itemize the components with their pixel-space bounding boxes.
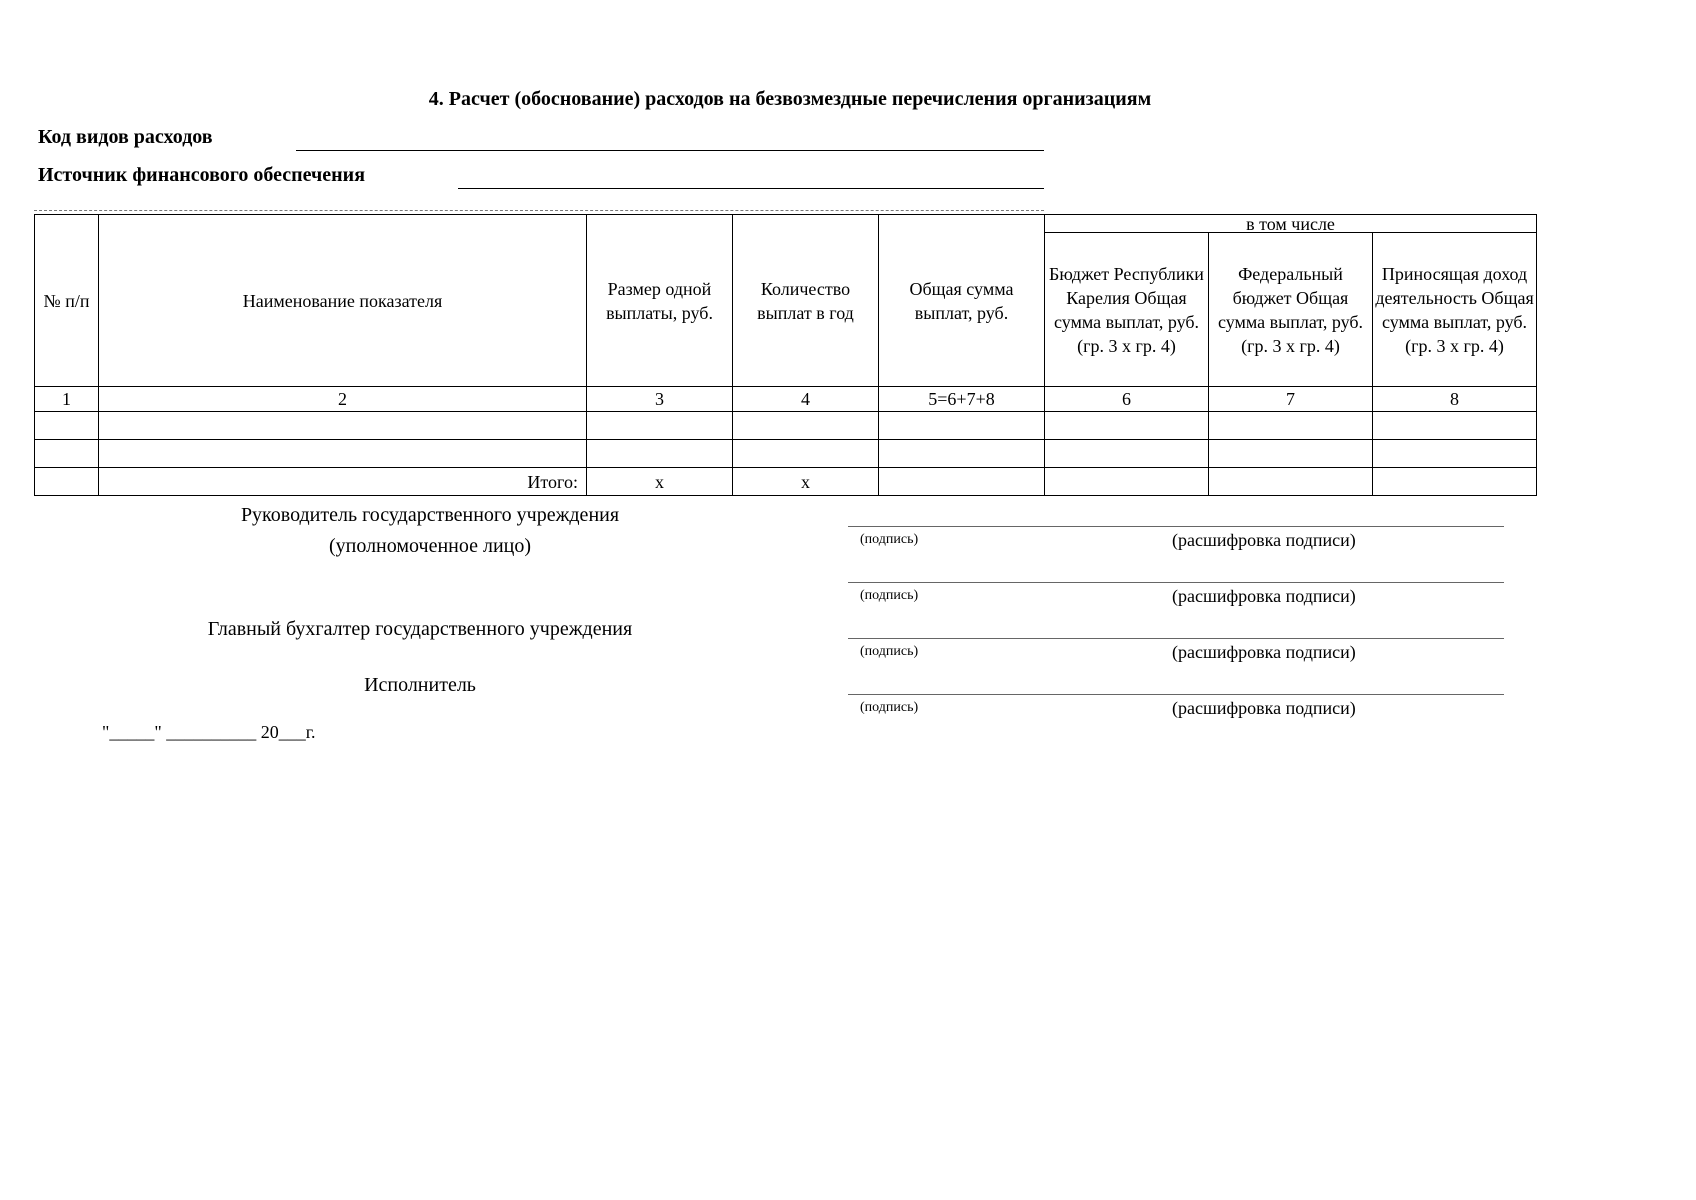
table-cell[interactable] bbox=[1045, 412, 1209, 440]
signature-decode-label: (расшифровка подписи) bbox=[1172, 698, 1356, 718]
column-number: 8 bbox=[1373, 387, 1537, 412]
signature-line[interactable] bbox=[848, 526, 1504, 527]
total-payment-size: х bbox=[587, 468, 733, 496]
signature-label: (подпись) bbox=[860, 644, 919, 659]
signature-line[interactable] bbox=[848, 582, 1504, 583]
table-cell[interactable] bbox=[1209, 440, 1373, 468]
table-cell[interactable] bbox=[1373, 440, 1537, 468]
table-cell[interactable] bbox=[879, 440, 1045, 468]
expense-code-line[interactable] bbox=[296, 150, 1044, 151]
column-number: 7 bbox=[1209, 387, 1373, 412]
signature-label: (подпись) bbox=[860, 532, 919, 547]
header-payments-per-year: Количество выплат в год bbox=[733, 215, 879, 387]
header-federal-budget: Федеральный бюджет Общая сумма выплат, руб. (гр. 3 х гр. 4) bbox=[1209, 233, 1373, 387]
header-name: Наименование показателя bbox=[99, 215, 587, 387]
header-total-sum: Общая сумма выплат, руб. bbox=[879, 215, 1045, 387]
header-number: № п/п bbox=[35, 215, 99, 387]
total-payments-per-year: х bbox=[733, 468, 879, 496]
table-cell[interactable] bbox=[1209, 412, 1373, 440]
column-number: 3 bbox=[587, 387, 733, 412]
table-cell[interactable] bbox=[1045, 440, 1209, 468]
signature-line[interactable] bbox=[848, 694, 1504, 695]
total-label: Итого: bbox=[99, 468, 587, 496]
document-title: 4. Расчет (обоснование) расходов на безвозмездные перечисления организациям bbox=[428, 88, 1152, 110]
total-karelia-cell[interactable] bbox=[1045, 468, 1209, 496]
table-cell[interactable] bbox=[587, 440, 733, 468]
table-row bbox=[35, 440, 1537, 468]
column-number: 4 bbox=[733, 387, 879, 412]
column-number: 2 bbox=[99, 387, 587, 412]
executor-role: Исполнитель bbox=[364, 674, 476, 696]
table-cell[interactable] bbox=[35, 440, 99, 468]
head-sub-role: (уполномоченное лицо) bbox=[328, 535, 532, 557]
expense-code-label: Код видов расходов bbox=[38, 126, 213, 148]
table-cell[interactable] bbox=[733, 412, 879, 440]
funding-source-label: Источник финансового обеспечения bbox=[38, 164, 366, 186]
head-role: Руководитель государственного учреждения bbox=[240, 504, 620, 526]
table-cell[interactable] bbox=[1373, 412, 1537, 440]
calculation-table bbox=[34, 214, 1537, 496]
signature-label: (подпись) bbox=[860, 588, 919, 603]
header-karelia-budget: Бюджет Республики Карелия Общая сумма выплат, руб. (гр. 3 х гр. 4) bbox=[1045, 233, 1209, 387]
funding-source-line[interactable] bbox=[458, 188, 1044, 189]
column-number: 6 bbox=[1045, 387, 1209, 412]
table-cell bbox=[35, 468, 99, 496]
signature-decode-label: (расшифровка подписи) bbox=[1172, 586, 1356, 606]
signature-decode-label: (расшифровка подписи) bbox=[1172, 530, 1356, 550]
table-cell[interactable] bbox=[99, 412, 587, 440]
table-cell[interactable] bbox=[733, 440, 879, 468]
column-number-row bbox=[35, 387, 1537, 412]
table-cell[interactable] bbox=[99, 440, 587, 468]
table-cell[interactable] bbox=[587, 412, 733, 440]
column-number: 5=6+7+8 bbox=[879, 387, 1045, 412]
table-top-dash bbox=[34, 210, 1044, 211]
signature-line[interactable] bbox=[848, 638, 1504, 639]
header-including-group: в том числе bbox=[1045, 215, 1537, 233]
header-payment-size: Размер одной выплаты, руб. bbox=[587, 215, 733, 387]
total-income-cell[interactable] bbox=[1373, 468, 1537, 496]
table-cell[interactable] bbox=[879, 412, 1045, 440]
signature-decode-label: (расшифровка подписи) bbox=[1172, 642, 1356, 662]
date-field[interactable]: "_____" __________ 20___г. bbox=[102, 722, 316, 742]
total-row bbox=[35, 468, 1537, 496]
total-sum-cell[interactable] bbox=[879, 468, 1045, 496]
accountant-role: Главный бухгалтер государственного учреждения bbox=[207, 618, 633, 640]
table-cell[interactable] bbox=[35, 412, 99, 440]
signature-label: (подпись) bbox=[860, 700, 919, 715]
column-number: 1 bbox=[35, 387, 99, 412]
total-federal-cell[interactable] bbox=[1209, 468, 1373, 496]
header-income-activity: Приносящая доход деятельность Общая сумма выплат, руб. (гр. 3 х гр. 4) bbox=[1373, 233, 1537, 387]
table-row bbox=[35, 412, 1537, 440]
